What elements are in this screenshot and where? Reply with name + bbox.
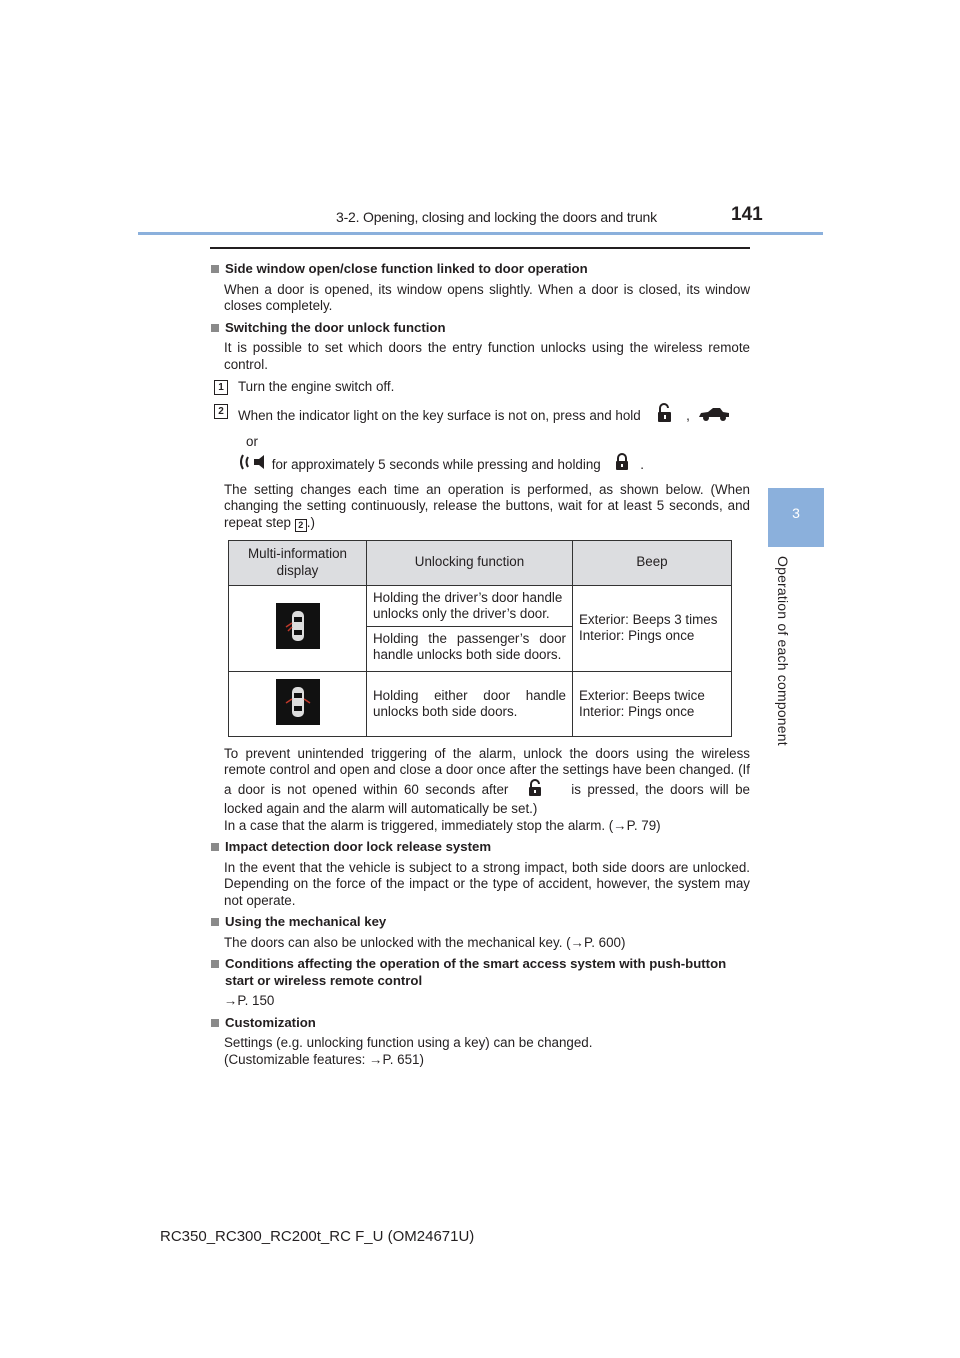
beep-cell: Exterior: Beeps 3 times Interior: Pings once (573, 585, 732, 671)
unlock-icon (527, 779, 543, 802)
step-1 (214, 379, 750, 396)
section-conditions (210, 956, 750, 1010)
bullet-square-icon (211, 843, 219, 851)
setting-changes-text: The setting changes each time an operation is performed, as shown below. (When changing the setting continuously, release the buttons, wait for at least 5 seconds, and repeat step 2 .) (224, 481, 750, 530)
content-rule (210, 247, 750, 249)
section-title: Impact detection door lock release system (225, 839, 492, 854)
step-2 (214, 403, 750, 478)
unlock-settings-table (228, 540, 732, 737)
col-header-beep: Beep (573, 540, 732, 585)
alarm-note: To prevent unintended triggering of the alarm, unlock the doors using the wireless remote control and open and close a door once after the settings have been changed. (If a door is not opened within 60 seconds after is pressed, the doors will be locked again and the alarm will automatically be set.) In a case that the alarm is triggered, immediately stop the alarm. (→P. 79) (224, 745, 750, 833)
section-title: Switching the door unlock function (225, 319, 446, 335)
section-title: Using the mechanical key (225, 914, 387, 929)
section-body: It is possible to set which doors the entry function unlocks using the wireless remote control. (224, 340, 750, 372)
section-title: Side window open/close function linked to door operation (225, 261, 588, 276)
section-title: Customization (225, 1014, 316, 1030)
footer-model-code: RC350_RC300_RC200t_RC F_U (OM24671U) (160, 1228, 475, 1245)
bullet-square-icon (211, 324, 219, 332)
bullet-square-icon (211, 918, 219, 926)
function-cell: Holding the driver’s door handle unlocks only the driver’s door. (367, 585, 573, 626)
function-cell: Holding the passenger’s door handle unlocks both side doors. (367, 626, 573, 671)
page-content (210, 258, 750, 1068)
table-row (229, 585, 732, 626)
separator-text: , (686, 407, 690, 423)
section-body: In the event that the vehicle is subject to a strong impact, both side doors are unlocked. Depending on the force of the impact or the type of accident, however, the system may not operate. (224, 859, 750, 908)
section-title: Conditions affecting the operation of the smart access system with push-button start or wireless remote control (225, 956, 727, 988)
col-header-display: Multi-information display (229, 540, 367, 585)
bullet-square-icon (211, 1019, 219, 1027)
step-text: Turn the engine switch off. (238, 379, 395, 394)
function-cell: Holding either door handle unlocks both side doors. (367, 671, 573, 736)
bullet-square-icon (211, 265, 219, 273)
step-number: 1 (214, 380, 228, 395)
chapter-label: Operation of each component (775, 556, 791, 746)
table-row (229, 671, 732, 736)
section-impact (210, 839, 750, 909)
step-text-continued: for approximately 5 seconds while pressing and holding (271, 456, 601, 472)
or-text: or (246, 433, 258, 449)
section-switching (210, 320, 750, 835)
step-text: When the indicator light on the key surface is not on, press and hold (238, 407, 641, 423)
display-cell (229, 671, 367, 736)
table-header-row (229, 540, 732, 585)
section-mechanical-key (210, 914, 750, 951)
period-text: . (640, 456, 644, 472)
step-ref-number: 2 (295, 519, 307, 532)
chapter-tab: 3 (768, 488, 824, 547)
page-number: 141 (731, 204, 763, 225)
door-display-icon (276, 679, 320, 729)
section-body: →P. 150 (224, 993, 275, 1008)
section-body: The doors can also be unlocked with the mechanical key. (→P. 600) (224, 934, 626, 950)
section-body: Settings (e.g. unlocking function using a key) can be changed. (Customizable features: →P. 651) (224, 1035, 593, 1067)
header-rule (138, 232, 823, 235)
unlock-icon (656, 403, 674, 430)
door-display-icon (276, 603, 320, 653)
section-customization (210, 1015, 750, 1069)
section-side-window (210, 261, 750, 315)
beep-cell: Exterior: Beeps twice Interior: Pings once (573, 671, 732, 736)
bullet-square-icon (211, 960, 219, 968)
trunk-icon (698, 405, 730, 428)
display-cell (229, 585, 367, 671)
step-number: 2 (214, 404, 228, 419)
panic-icon (238, 453, 268, 478)
section-body: When a door is opened, its window opens slightly. When a door is closed, its window closes completely. (224, 281, 750, 313)
lock-icon (614, 453, 630, 478)
col-header-function: Unlocking function (367, 540, 573, 585)
section-header-title: 3-2. Opening, closing and locking the doors and trunk (336, 209, 657, 225)
